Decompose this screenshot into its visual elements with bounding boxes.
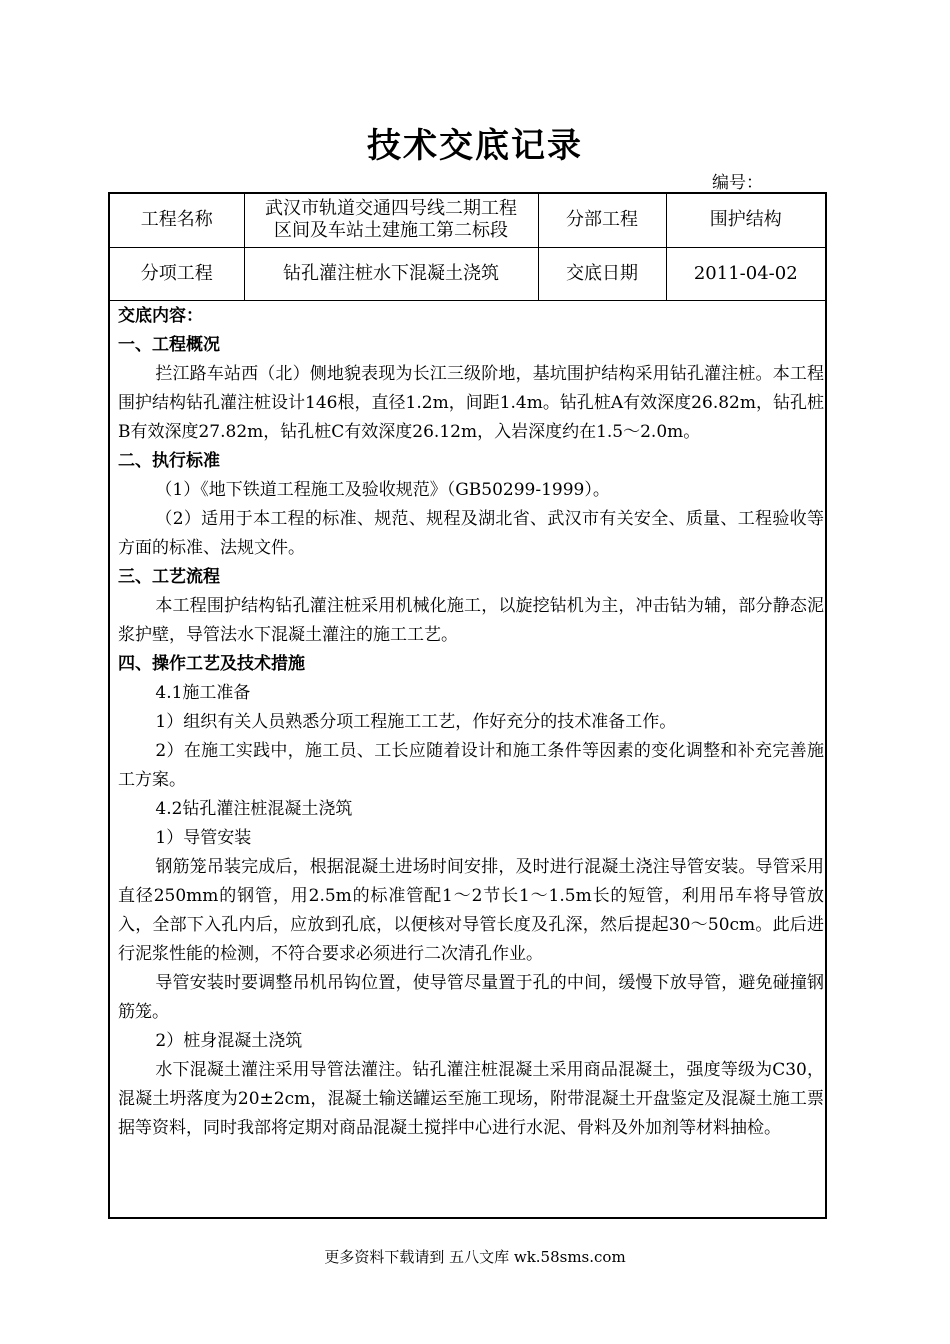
content-heading: 交底内容： [118, 306, 203, 326]
section-4-2-title: 4.2钻孔灌注桩混凝土浇筑 [155, 799, 353, 819]
section-4-1-title: 4.1施工准备 [155, 683, 251, 703]
section-2-title: 二、执行标准 [118, 451, 220, 471]
section-2-item-1: （1）《地下铁道工程施工及验收规范》（GB50299-1999）。 [155, 480, 610, 500]
section-4-2-subtitle-1: 1）导管安装 [155, 828, 252, 848]
project-name-line2: 区间及车站土建施工第二标段 [274, 220, 508, 242]
section-4-2-paragraph-2: 导管安装时要调整吊机吊钩位置，使导管尽量置于孔的中间，缓慢下放导管，避免碰撞钢筋笼。 [118, 973, 824, 1022]
section-1-paragraph: 拦江路车站西（北）侧地貌表现为长江三级阶地，基坑围护结构采用钻孔灌注桩。本工程围护结构钻孔灌注桩设计146根，直径1.2m，间距1.4m。钻孔桩A有效深度26.82m，钻孔桩B有效深度27.82m，钻孔桩C有效深度26.12m，入岩深度约在1.5～2.0m。 [118, 364, 824, 442]
section-4-2-paragraph-3: 水下混凝土灌注采用导管法灌注。钻孔灌注桩混凝土采用商品混凝土，强度等级为C30，混凝土坍落度为20±2cm，混凝土输送罐运至施工现场，附带混凝土开盘鉴定及混凝土施工票据等资料，同时我部将定期对商品混凝土搅拌中心进行水泥、骨料及外加剂等材料抽检。 [118, 1060, 824, 1138]
division-value: 围护结构 [666, 194, 825, 247]
division-label: 分部工程 [538, 194, 666, 247]
project-name-value [244, 194, 538, 247]
project-name-line1: 武汉市轨道交通四号线二期工程 [265, 198, 517, 220]
page-title: 技术交底记录 [367, 126, 583, 166]
date-value: 2011-04-02 [666, 247, 825, 300]
doc-number-label: 编号： [712, 173, 763, 193]
content-body [118, 302, 824, 1143]
record-form [108, 192, 827, 1219]
date-label: 交底日期 [538, 247, 666, 300]
section-4-title: 四、操作工艺及技术措施 [118, 654, 305, 674]
section-4-1-item-1: 1）组织有关人员熟悉分项工程施工工艺，作好充分的技术准备工作。 [155, 712, 677, 732]
section-4-2-subtitle-2: 2）桩身混凝土浇筑 [155, 1031, 303, 1051]
footer-note: 更多资料下载请到 五八文库 wk.58sms.com [324, 1248, 626, 1266]
section-4-2-paragraph-1: 钢筋笼吊装完成后，根据混凝土进场时间安排，及时进行混凝土浇注导管安装。导管采用直径250mm的钢管，用2.5m的标准管配1～2节长1～1.5m长的短管，利用吊车将导管放入，全部下入孔内后，应放到孔底，以便核对导管长度及孔深，然后提起30～50cm。此后进行泥浆性能的检测，不符合要求必须进行二次清孔作业。 [118, 857, 824, 964]
section-4-1-item-2: 2）在施工实践中，施工员、工长应随着设计和施工条件等因素的变化调整和补充完善施工方案。 [118, 741, 824, 790]
info-table [110, 194, 825, 301]
subitem-value: 钻孔灌注桩水下混凝土浇筑 [244, 247, 538, 300]
project-name-label: 工程名称 [110, 194, 244, 247]
section-1-title: 一、工程概况 [118, 335, 220, 355]
subitem-label: 分项工程 [110, 247, 244, 300]
section-2-item-2: （2）适用于本工程的标准、规范、规程及湖北省、武汉市有关安全、质量、工程验收等方面的标准、法规文件。 [118, 509, 824, 558]
section-3-paragraph: 本工程围护结构钻孔灌注桩采用机械化施工，以旋挖钻机为主，冲击钻为辅，部分静态泥浆护壁，导管法水下混凝土灌注的施工工艺。 [118, 596, 824, 645]
section-3-title: 三、工艺流程 [118, 567, 220, 587]
